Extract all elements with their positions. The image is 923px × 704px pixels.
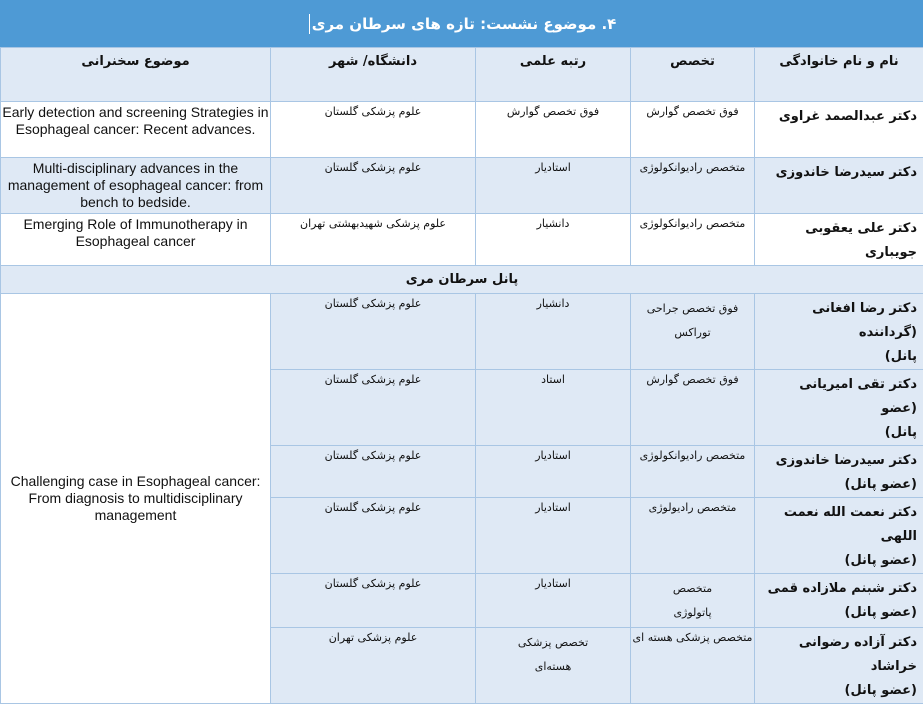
schedule-table — [0, 47, 923, 704]
panel-member-name: دکتر شبنم ملازاده قمی (عضو پانل) — [755, 574, 923, 628]
panel-member-university: علوم پزشکی گلستان — [271, 498, 476, 574]
table-row — [1, 214, 923, 266]
session-title: ۴. موضوع نشست: تازه های سرطان مری — [312, 15, 617, 33]
text-cursor — [309, 14, 310, 34]
speaker-rank: دانشیار — [476, 214, 631, 266]
panel-member-name: دکتر آزاده رضوانی خراشاد (عضو پانل) — [755, 628, 923, 704]
speaker-rank: استادیار — [476, 158, 631, 214]
speaker-specialty: متخصص رادیوانکولوژی — [631, 214, 755, 266]
header-specialty: تخصص — [631, 48, 755, 102]
panel-member-specialty: فوق تخصص جراحی توراکس — [631, 294, 755, 370]
panel-member-university: علوم پزشکی گلستان — [271, 294, 476, 370]
speaker-topic: Multi-disciplinary advances in the management of esophageal cancer: from bench to bedside. — [1, 158, 271, 214]
speaker-university: علوم پزشکی گلستان — [271, 102, 476, 158]
panel-topic: Challenging case in Esophageal cancer: From diagnosis to multidisciplinary management — [1, 294, 271, 704]
panel-member-specialty: فوق تخصص گوارش — [631, 370, 755, 446]
speaker-specialty: متخصص رادیوانکولوژی — [631, 158, 755, 214]
panel-member-rank: استادیار — [476, 446, 631, 498]
panel-member-university: علوم پزشکی تهران — [271, 628, 476, 704]
speaker-name: دکتر عبدالصمد غراوی — [755, 102, 923, 158]
panel-member-rank: استادیار — [476, 574, 631, 628]
panel-member-rank: تخصص پزشکی هسته‌ای — [476, 628, 631, 704]
header-rank: رتبه علمی — [476, 48, 631, 102]
speaker-topic: Early detection and screening Strategies in Esophageal cancer: Recent advances. — [1, 102, 271, 158]
panel-member-specialty: متخصص پاتولوژی — [631, 574, 755, 628]
panel-member-university: علوم پزشکی گلستان — [271, 574, 476, 628]
panel-member-name: دکتر نعمت الله نعمت اللهی (عضو پانل) — [755, 498, 923, 574]
speaker-topic: Emerging Role of Immunotherapy in Esophageal cancer — [1, 214, 271, 266]
session-title-bar — [0, 0, 923, 47]
panel-member-name: دکتر رضا افغانی (گرداننده پانل) — [755, 294, 923, 370]
panel-member-specialty: متخصص رادیولوژی — [631, 498, 755, 574]
speaker-rank: فوق تخصص گوارش — [476, 102, 631, 158]
panel-member-university: علوم پزشکی گلستان — [271, 370, 476, 446]
panel-member-specialty: متخصص پزشکی هسته ای — [631, 628, 755, 704]
table-row — [1, 158, 923, 214]
panel-member-specialty: متخصص رادیوانکولوژی — [631, 446, 755, 498]
speaker-name: دکتر سیدرضا خاندوزی — [755, 158, 923, 214]
panel-member-rank: دانشیار — [476, 294, 631, 370]
panel-member-rank: استاد — [476, 370, 631, 446]
panel-member-rank: استادیار — [476, 498, 631, 574]
header-university: دانشگاه/ شهر — [271, 48, 476, 102]
panel-section-row — [1, 266, 923, 294]
table-header-row — [1, 48, 923, 102]
table-row — [1, 102, 923, 158]
header-name: نام و نام خانوادگی — [755, 48, 923, 102]
panel-title: پانل سرطان مری — [1, 266, 923, 294]
speaker-university: علوم پزشکی گلستان — [271, 158, 476, 214]
panel-member-university: علوم پزشکی گلستان — [271, 446, 476, 498]
table-row — [1, 294, 923, 370]
panel-member-name: دکتر سیدرضا خاندوزی (عضو پانل) — [755, 446, 923, 498]
panel-member-name: دکتر تقی امیریانی (عضو پانل) — [755, 370, 923, 446]
speaker-university: علوم پزشکی شهیدبهشتی تهران — [271, 214, 476, 266]
speaker-specialty: فوق تخصص گوارش — [631, 102, 755, 158]
speaker-name: دکتر علی یعقوبی جویباری — [755, 214, 923, 266]
header-topic: موضوع سخنرانی — [1, 48, 271, 102]
